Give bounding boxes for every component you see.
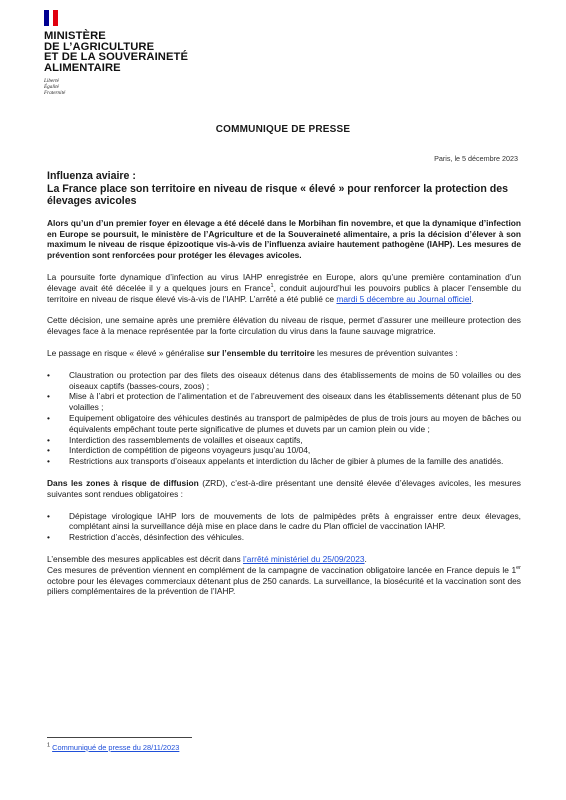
- marianne-flag-icon: [44, 10, 58, 26]
- list-item-text: Restriction d’accès, désinfection des véhicules.: [69, 532, 245, 543]
- ministry-logo: [44, 10, 188, 96]
- article-title-line2: La France place son territoire en niveau de risque « élevé » pour renforcer la protection des élevages avicoles: [47, 182, 508, 208]
- bullet-icon: •: [47, 412, 50, 423]
- ordinal-suffix: er: [516, 564, 521, 571]
- list-item: [47, 456, 521, 467]
- paragraph-text: , conduit aujourd’hui les pouvoirs publics à placer l’ensemble du territoire en niveau de risque élevé vis-à-vis de l’IAHP. L’arrêté a été publié ce: [47, 282, 522, 304]
- dateline: Paris, le 5 décembre 2023: [434, 154, 518, 163]
- footnote-link[interactable]: Communiqué de presse du 28/11/2023: [52, 743, 180, 752]
- list-item-text: Interdiction de compétition de pigeons voyageurs jusqu’au 10/04,: [69, 445, 311, 456]
- emphasis-text: sur l’ensemble du territoire: [206, 347, 315, 358]
- republic-motto: [44, 78, 188, 96]
- list-item-text: Interdiction des rassemblements de volailles et oiseaux captifs,: [69, 434, 303, 445]
- list-item: [47, 391, 521, 413]
- motto-line: Égalité: [44, 84, 59, 91]
- list-item: [47, 435, 521, 446]
- bullet-icon: •: [47, 445, 50, 456]
- paragraph-decision: Cette décision, une semaine après une première élévation du niveau de risque, permet d’assurer une meilleure protection des élevages face à la menace représentée par la forte circulation du virus dans la faune sauvage migratrice.: [47, 315, 521, 337]
- measures-list: [47, 370, 521, 467]
- ministry-name-line: ALIMENTAIRE: [44, 61, 121, 74]
- press-release-heading: COMMUNIQUE DE PRESSE: [215, 124, 351, 135]
- list-item-text: Dépistage virologique IAHP lors de mouvements de lots de palmipèdes prêts à engraisser entre deux élevages, complétant ainsi la surveillance déjà mise en place dans le cadre du Plan officiel de vaccination IAHP.: [69, 510, 521, 532]
- zrd-measures-list: [47, 511, 521, 543]
- footnote: [47, 743, 179, 752]
- paragraph-text: Le passage en risque « élevé » généralise: [47, 347, 207, 358]
- paragraph-text: octobre pour les élevages commerciaux détenant plus de 250 canards. La surveillance, la biosécurité et la vaccination sont des piliers complémentaires de la prévention de l’IAHP.: [47, 575, 521, 597]
- ministry-name-line: ET DE LA SOUVERAINETÉ: [44, 51, 189, 64]
- paragraph-text: .: [364, 553, 367, 564]
- article-title: [47, 170, 521, 208]
- paragraph-text: La poursuite forte dynamique d’infection au virus IAHP enregistrée en Europe, alors qu’une première contamination d’un élevage avait été décelée il y a quelques jours en France: [47, 271, 521, 293]
- article-body: [47, 170, 521, 597]
- article-title-line1: Influenza aviaire :: [47, 170, 136, 182]
- motto-line: Fraternité: [44, 90, 66, 97]
- list-item: [47, 445, 521, 456]
- list-item-text: Mise à l’abri et protection de l’alimentation et de l’abreuvement des oiseaux dans les établissements détenant plus de 50 volailles ;: [69, 391, 521, 413]
- list-item: [47, 532, 521, 543]
- paragraph-zrd: [47, 478, 521, 500]
- paragraph-text: Ces mesures de prévention viennent en complément de la campagne de vaccination obligatoire lancée en France depuis le 1: [47, 564, 517, 575]
- bullet-icon: •: [47, 532, 50, 543]
- ministry-name-line: DE L’AGRICULTURE: [44, 40, 155, 53]
- paragraph-arrete: [47, 554, 521, 565]
- paragraph-context: [47, 272, 521, 304]
- flag-red-stripe: [53, 10, 58, 26]
- paragraph-text: .: [471, 293, 474, 304]
- bullet-icon: •: [47, 369, 50, 380]
- footnote-ref[interactable]: 1: [270, 282, 274, 289]
- ministry-name: [44, 31, 188, 73]
- motto-line: Liberté: [44, 78, 59, 85]
- footnote-number: 1: [47, 742, 51, 749]
- list-item: [47, 511, 521, 533]
- list-item-text: Equipement obligatoire des véhicules destinés au transport de palmipèdes de plus de trois jours au moyen de bâches ou équivalents empêchant toute perte significative de plumes et duvets par un camion plein ou vide ;: [69, 412, 521, 434]
- paragraph-measures-intro: [47, 348, 521, 359]
- bullet-icon: •: [47, 434, 50, 445]
- bullet-icon: •: [47, 510, 50, 521]
- arrete-ministeriel-link[interactable]: l’arrêté ministériel du 25/09/2023: [243, 553, 365, 564]
- paragraph-text: L’ensemble des mesures applicables est décrit dans: [47, 553, 243, 564]
- lead-paragraph: Alors qu’un d’un premier foyer en élevage a été décelé dans le Morbihan fin novembre, et que la dynamique d’infection en Europe se poursuit, le ministère de l’Agriculture et de la Souveraineté alimentaire, a pris la décision d’élever à son maximum le niveau de risque épizootique vis-à-vis de l’influenza aviaire hautement pathogène (IAHP). Les mesures de prévention sont renforcées pour protéger les élevages avicoles.: [47, 217, 521, 261]
- ministry-name-line: MINISTÈRE: [44, 30, 106, 42]
- footnote-divider: [47, 737, 192, 738]
- list-item: [47, 370, 521, 392]
- list-item: [47, 413, 521, 435]
- emphasis-text: Dans les zones à risque de diffusion: [47, 477, 199, 488]
- paragraph-vaccination: [47, 565, 521, 597]
- journal-officiel-link[interactable]: mardi 5 décembre au Journal officiel: [336, 293, 472, 304]
- list-item-text: Restrictions aux transports d’oiseaux appelants et interdiction du lâcher de gibier à plumes de la famille des anatidés.: [69, 456, 504, 467]
- bullet-icon: •: [47, 391, 50, 402]
- paragraph-text: (ZRD), c’est-à-dire présentant une densité élevée d’élevages avicoles, les mesures suivantes sont rendues obligatoires :: [47, 477, 521, 499]
- bullet-icon: •: [47, 456, 50, 467]
- list-item-text: Claustration ou protection par des filets des oiseaux détenus dans des établissements de moins de 50 volailles ou des oiseaux captifs (basses-cours, zoos) ;: [69, 369, 521, 391]
- paragraph-text: les mesures de prévention suivantes :: [314, 347, 458, 358]
